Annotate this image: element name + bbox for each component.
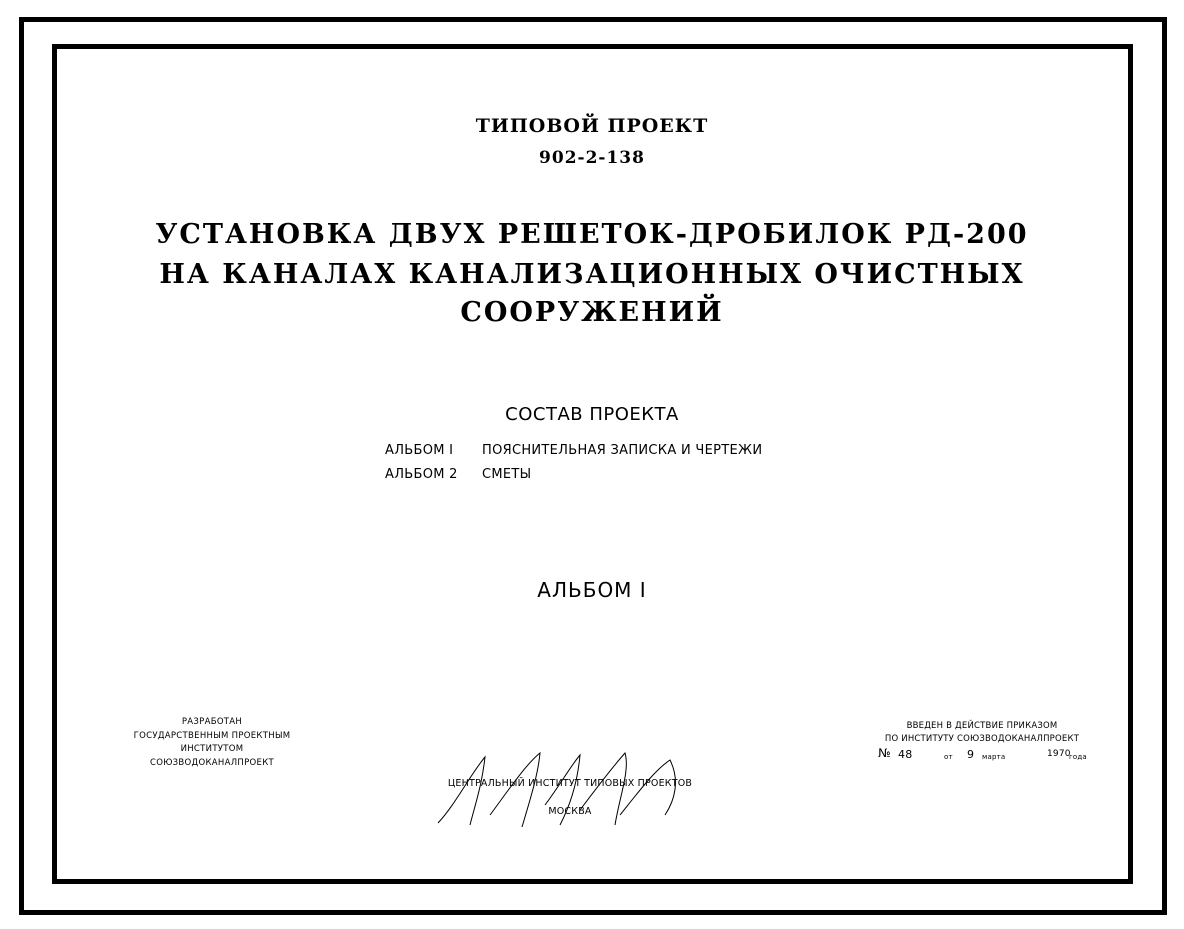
order-line-1: ВВЕДЕН В ДЕЙСТВИЕ ПРИКАЗОМ [906,721,1058,731]
album-description: ПОЯСНИТЕЛЬНАЯ ЗАПИСКА И ЧЕРТЕЖИ [482,443,763,458]
album-list-item [385,443,762,458]
developer-line: ГОСУДАРСТВЕННЫМ ПРОЕКТНЫМ [133,730,291,741]
developer-line: СОЮЗВОДОКАНАЛПРОЕКТ [149,757,275,768]
order-details [874,748,1090,764]
current-album-label: АЛЬБОМ I [537,578,647,602]
order-number-label: № [878,746,891,760]
order-line-2: ПО ИНСТИТУТУ СОЮЗВОДОКАНАЛПРОЕКТ [884,734,1080,744]
publisher-city: МОСКВА [548,806,592,817]
developer-line: РАЗРАБОТАН [181,717,243,727]
album-label: АЛЬБОМ 2 [385,467,458,482]
publisher-name: ЦЕНТРАЛЬНЫЙ ИНСТИТУТ ТИПОВЫХ ПРОЕКТОВ [447,778,693,789]
album-list-item [385,467,531,482]
order-number: 48 [898,748,913,761]
album-description: СМЕТЫ [482,467,532,482]
composition-heading: СОСТАВ ПРОЕКТА [505,404,679,425]
order-day: 9 [967,748,975,761]
project-number: 902-2-138 [539,148,645,168]
album-label: АЛЬБОМ I [385,443,454,458]
title-line-1: УСТАНОВКА ДВУХ РЕШЕТОК-ДРОБИЛОК РД-200 [155,219,1029,250]
order-month: марта [982,753,1006,761]
order-year-suffix: года [1069,753,1087,761]
order-year: 1970 [1047,749,1071,759]
project-type-heading: ТИПОВОЙ ПРОЕКТ [475,115,709,137]
order-from-label: от [944,753,953,761]
title-line-3: СООРУЖЕНИЙ [460,297,724,328]
title-line-2: НА КАНАЛАХ КАНАЛИЗАЦИОННЫХ ОЧИСТНЫХ [159,259,1025,290]
developer-line: ИНСТИТУТОМ [180,744,244,754]
developer-block [112,716,312,770]
order-block [874,720,1090,764]
publisher-block [400,778,740,817]
